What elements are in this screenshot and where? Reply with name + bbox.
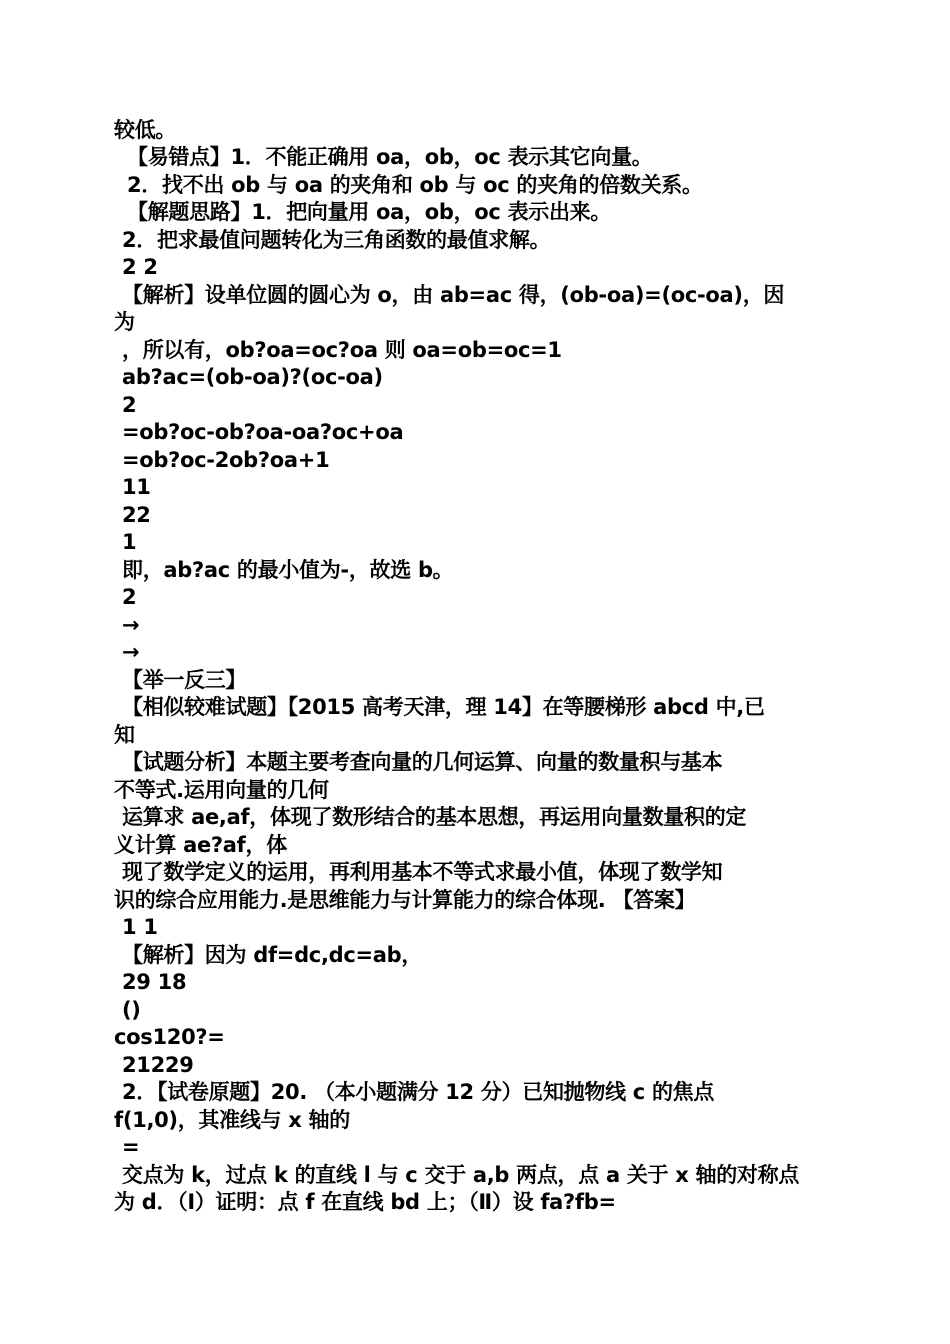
text-line: cos120?= <box>114 1025 225 1049</box>
text-line: 识的综合应用能力.是思维能力与计算能力的综合体现. 【答案】 <box>114 888 696 912</box>
text-line: 22 <box>122 503 151 527</box>
text-line: 2．找不出 ob 与 oa 的夹角和 ob 与 oc 的夹角的倍数关系。 <box>127 173 703 197</box>
text-line: ，所以有，ob?oa=oc?oa 则 oa=ob=oc=1 <box>122 338 562 362</box>
text-line: ab?ac=(ob-oa)?(oc-oa) <box>122 365 383 389</box>
text-line: 2 <box>122 585 137 609</box>
text-line: 交点为 k，过点 k 的直线 l 与 c 交于 a,b 两点，点 a 关于 x 轴的对称点 <box>122 1163 800 1187</box>
text-line: 2 2 <box>122 255 158 279</box>
text-line: =ob?oc-ob?oa-oa?oc+oa <box>122 420 404 444</box>
text-line: 21229 <box>122 1053 194 1077</box>
text-line: 1 <box>122 530 137 554</box>
text-line: 为 d．（Ⅰ）证明：点 f 在直线 bd 上；（Ⅱ）设 fa?fb= <box>114 1190 616 1214</box>
text-line: → <box>122 613 140 637</box>
text-line: 【解析】因为 df=dc,dc=ab， <box>122 943 423 967</box>
text-line: 【相似较难试题】【2015 高考天津，理 14】在等腰梯形 abcd 中,已 <box>122 695 765 719</box>
text-line: 【易错点】1．不能正确用 oa，ob，oc 表示其它向量。 <box>127 145 653 169</box>
text-line: 2．【试卷原题】20. （本小题满分 12 分）已知抛物线 c 的焦点 <box>122 1080 715 1104</box>
text-line: 1 1 <box>122 915 158 939</box>
text-line: 不等式.运用向量的几何 <box>114 778 329 802</box>
text-line: 【解析】设单位圆的圆心为 o，由 ab=ac 得，(ob-oa)=(oc-oa)，因 <box>122 283 785 307</box>
text-line: f(1,0)，其准线与 x 轴的 <box>114 1108 350 1132</box>
text-line: 29 18 <box>122 970 187 994</box>
text-line: 知 <box>114 723 135 747</box>
text-line: 2．把求最值问题转化为三角函数的最值求解。 <box>122 228 551 252</box>
text-line: → <box>122 640 140 664</box>
text-line: = <box>122 1135 140 1159</box>
text-line: 【解题思路】1．把向量用 oa，ob，oc 表示出来。 <box>127 200 612 224</box>
text-line: 【试题分析】本题主要考查向量的几何运算、向量的数量积与基本 <box>122 750 723 774</box>
text-line: () <box>122 998 141 1022</box>
text-line: 即，ab?ac 的最小值为-，故选 b。 <box>122 558 454 582</box>
text-line: =ob?oc-2ob?oa+1 <box>122 448 330 472</box>
text-line: 2 <box>122 393 137 417</box>
text-line: 较低。 <box>114 118 177 142</box>
text-line: 11 <box>122 475 151 499</box>
text-line: 为 <box>114 310 135 334</box>
text-line: 【举一反三】 <box>122 668 247 692</box>
text-line: 现了数学定义的运用，再利用基本不等式求最小值，体现了数学知 <box>122 860 723 884</box>
text-line: 运算求 ae,af，体现了数形结合的基本思想，再运用向量数量积的定 <box>122 805 747 829</box>
text-line: 义计算 ae?af，体 <box>114 833 287 857</box>
